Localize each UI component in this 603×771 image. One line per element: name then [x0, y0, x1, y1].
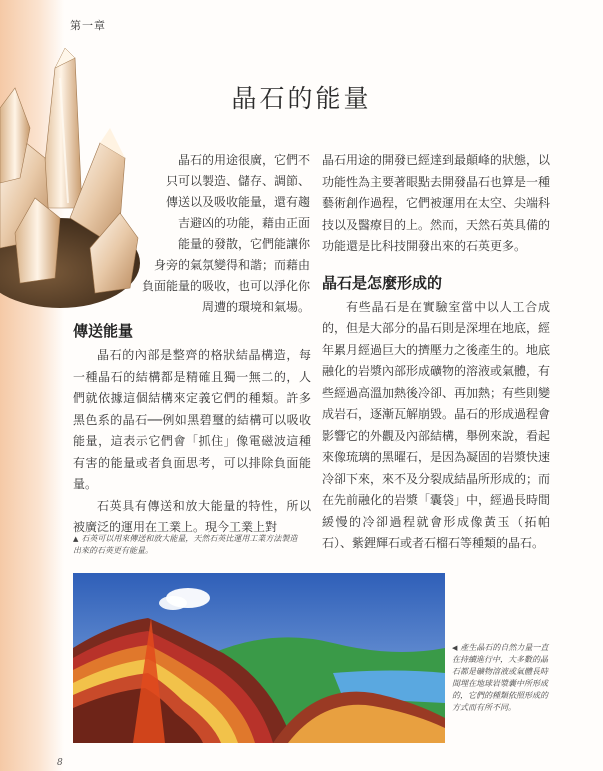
body-paragraph: 晶石用途的開發已經達到最顛峰的狀態，以功能性為主要著眼點去開發晶石也算是一種藝術創作過程，它們被運用在太空、尖端科技以及醫療目的上。然而，天然石英具備的功能還是比科技開發出來的石英更多。 [322, 153, 551, 253]
body-paragraph: 石英具有傳送和放大能量的特性，所以被廣泛的運用在工業上。現今工業上對 [73, 498, 311, 534]
caption-volcano [452, 642, 550, 714]
left-column [73, 320, 311, 539]
caption-quartz [73, 533, 301, 557]
caption-text: 石英可以用來傳送和放大能量，天然石英比運用工業方法製造出來的石英更有能量。 [73, 534, 298, 555]
intro-line: 負面能量的吸收，也可以淨化你 [141, 279, 310, 293]
intro-line: 只可以製造、儲存、調節、 [165, 174, 310, 188]
volcano-strata-illustration [73, 573, 445, 743]
body-paragraph: 有些晶石是在實驗室當中以人工合成的，但是大部分的晶石則是深埋在地底，經年累月經過巨大的擠壓力之後產生的。地底融化的岩漿內部形成礦物的溶液或氣體，有些經過高溫加熱後冷卻、再加熱；有些則變成岩石，逐漸瓦解崩毀。晶石的形成過程會影響它的外觀及內部結構，舉例來說，看起來像琉璃的黑曜石，是因為凝固的岩漿快速冷卻下來，來不及分裂成結晶所形成的；而在先前融化的岩漿「囊袋」中，經過長時間緩慢的冷卻過程就會形成像黃玉（拓帕石）、紫鋰輝石或者石榴石等種類的晶石。 [322, 299, 551, 550]
right-column [322, 150, 550, 555]
chapter-label: 第一章 [70, 19, 106, 32]
triangle-up-icon: ▲ [73, 535, 79, 543]
triangle-left-icon: ◀ [452, 644, 458, 652]
intro-line: 晶石的用途很廣，它們不 [177, 153, 310, 167]
section-heading-formation: 晶石是怎麼形成的 [322, 273, 443, 292]
intro-line: 身旁的氣氛變得和諧；而藉由 [153, 258, 310, 272]
page-number: 8 [57, 758, 63, 768]
intro-paragraph [140, 150, 310, 318]
section-heading-transmit: 傳送能量 [73, 322, 134, 340]
intro-line: 傳送以及吸收能量，還有趨 [165, 195, 310, 209]
intro-line: 能量的發散，它們能讓你 [177, 237, 310, 251]
page-title: 晶石的能量 [231, 83, 372, 113]
caption-text: 產生晶石的自然力量一直在持續進行中，大多數的晶石都是礦物溶液或氣體長時間埋在地球岩漿囊中所形成的，它們的種類依照形成的方式而有所不同。 [452, 643, 549, 712]
intro-line: 周遭的環境和氣場。 [201, 300, 310, 314]
body-paragraph: 晶石的內部是整齊的格狀結晶構造，每一種晶石的結構都是精確且獨一無二的，人們就依據這個結構來定義它們的種類。許多黑色系的晶石──例如黑碧璽的結構可以吸收能量，這表示它們會「抓住」像電磁波這種有害的能量或者負面思考，可以排除負面能量。 [73, 348, 311, 491]
intro-line: 吉避凶的功能，藉由正面 [177, 216, 310, 230]
